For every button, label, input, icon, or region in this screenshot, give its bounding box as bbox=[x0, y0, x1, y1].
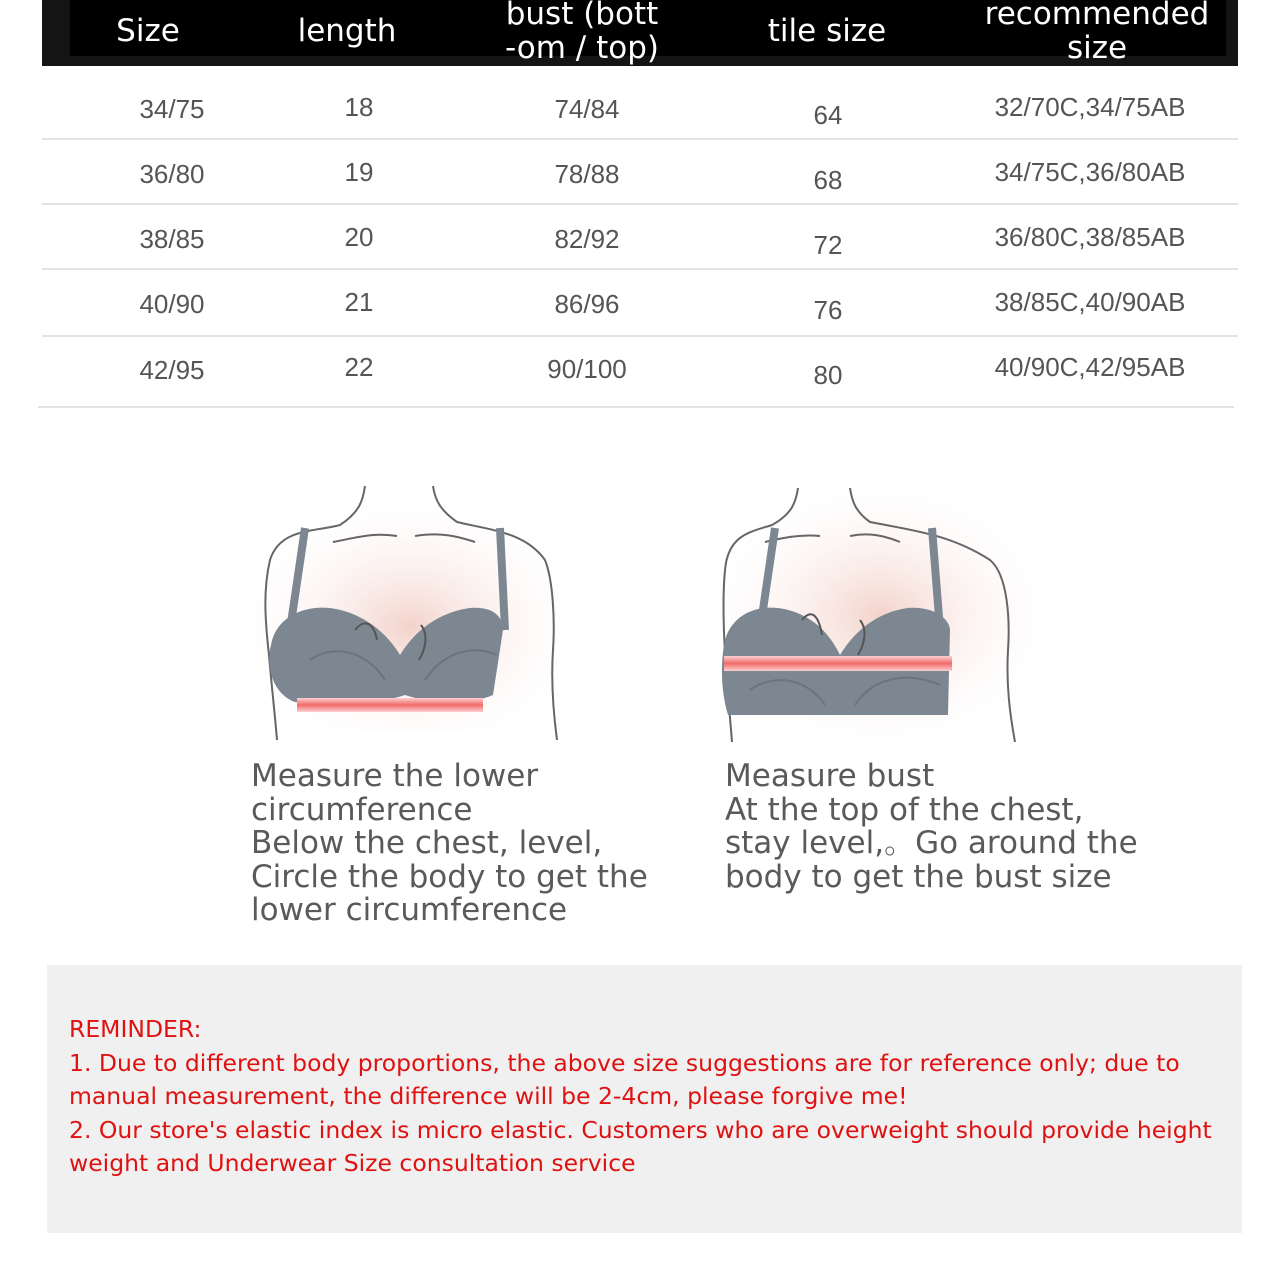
header-bust-line-1: bust (bott bbox=[505, 0, 659, 32]
bra-strap-right bbox=[500, 528, 505, 630]
caption-line: Measure bust bbox=[725, 758, 935, 794]
cell-recommended: 34/75C,36/80AB bbox=[994, 157, 1186, 187]
measuring-tape bbox=[724, 656, 952, 671]
header-tile-size: tile size bbox=[767, 13, 887, 49]
cell-recommended: 32/70C,34/75AB bbox=[994, 92, 1186, 122]
bust-illustration bbox=[710, 480, 1050, 745]
table-header bbox=[42, 0, 1238, 66]
cell-bust: 74/84 bbox=[554, 94, 620, 124]
caption-line: Below the chest, level, bbox=[251, 825, 603, 861]
cell-length: 22 bbox=[344, 352, 374, 382]
reminder-line: manual measurement, the difference will be 2-4cm, please forgive me! bbox=[69, 1082, 908, 1110]
header-length: length bbox=[297, 13, 397, 49]
cell-bust: 86/96 bbox=[554, 289, 620, 319]
header-recommended-line-1: recommended bbox=[984, 0, 1210, 32]
caption-line: body to get the bust size bbox=[725, 858, 1112, 895]
cell-size: 38/85 bbox=[139, 224, 205, 254]
caption-line: lower circumference bbox=[251, 892, 568, 928]
header-bust-line-2: -om / top) bbox=[505, 30, 659, 66]
cell-size: 36/80 bbox=[139, 159, 205, 189]
table-row bbox=[42, 203, 1238, 270]
cell-length: 18 bbox=[344, 92, 374, 122]
reminder-title: REMINDER: bbox=[69, 1015, 202, 1043]
reminder-box bbox=[47, 965, 1242, 1233]
cell-bust: 82/92 bbox=[554, 224, 620, 254]
header-bust bbox=[442, 0, 722, 65]
caption-line: stay level,。Go around the bbox=[725, 825, 1138, 861]
cell-tile-size: 80 bbox=[813, 360, 843, 390]
cell-length: 19 bbox=[344, 157, 374, 187]
reminder-line: 1. Due to different body proportions, the above size suggestions are for reference only; due to bbox=[69, 1048, 1180, 1077]
cell-recommended: 38/85C,40/90AB bbox=[994, 287, 1186, 317]
bust-caption bbox=[725, 760, 1138, 894]
caption-line: At the top of the chest, bbox=[725, 791, 1084, 828]
cell-recommended: 36/80C,38/85AB bbox=[994, 222, 1186, 252]
lower-circumference-illustration bbox=[235, 480, 585, 745]
header-recommended-size bbox=[962, 0, 1232, 65]
cell-tile-size: 76 bbox=[813, 295, 843, 325]
cell-bust: 90/100 bbox=[547, 354, 627, 384]
lower-circumference-caption bbox=[251, 760, 648, 928]
table-row bbox=[42, 268, 1238, 337]
cell-size: 40/90 bbox=[139, 289, 205, 319]
cell-length: 21 bbox=[344, 287, 374, 317]
cell-tile-size: 68 bbox=[813, 165, 843, 195]
table-row bbox=[42, 138, 1238, 205]
reminder-text bbox=[69, 1013, 1219, 1181]
cell-recommended: 40/90C,42/95AB bbox=[994, 352, 1186, 382]
cell-tile-size: 72 bbox=[813, 230, 843, 260]
cell-size: 34/75 bbox=[139, 94, 205, 124]
cell-length: 20 bbox=[344, 222, 374, 252]
header-size: Size bbox=[116, 13, 180, 49]
cell-size: 42/95 bbox=[139, 355, 205, 385]
cell-bust: 78/88 bbox=[554, 159, 620, 189]
measuring-tape bbox=[297, 698, 483, 712]
caption-line: circumference bbox=[251, 791, 473, 828]
reminder-line: weight and Underwear Size consultation service bbox=[69, 1149, 636, 1177]
caption-line: Circle the body to get the bbox=[251, 858, 648, 895]
cell-tile-size: 64 bbox=[813, 100, 843, 130]
reminder-line: 2. Our store's elastic index is micro elastic. Customers who are overweight should provide height bbox=[69, 1115, 1212, 1144]
table-row bbox=[38, 337, 1234, 408]
table-row bbox=[42, 73, 1238, 140]
caption-line: Measure the lower bbox=[251, 758, 539, 794]
header-recommended-line-2: size bbox=[1066, 30, 1128, 66]
